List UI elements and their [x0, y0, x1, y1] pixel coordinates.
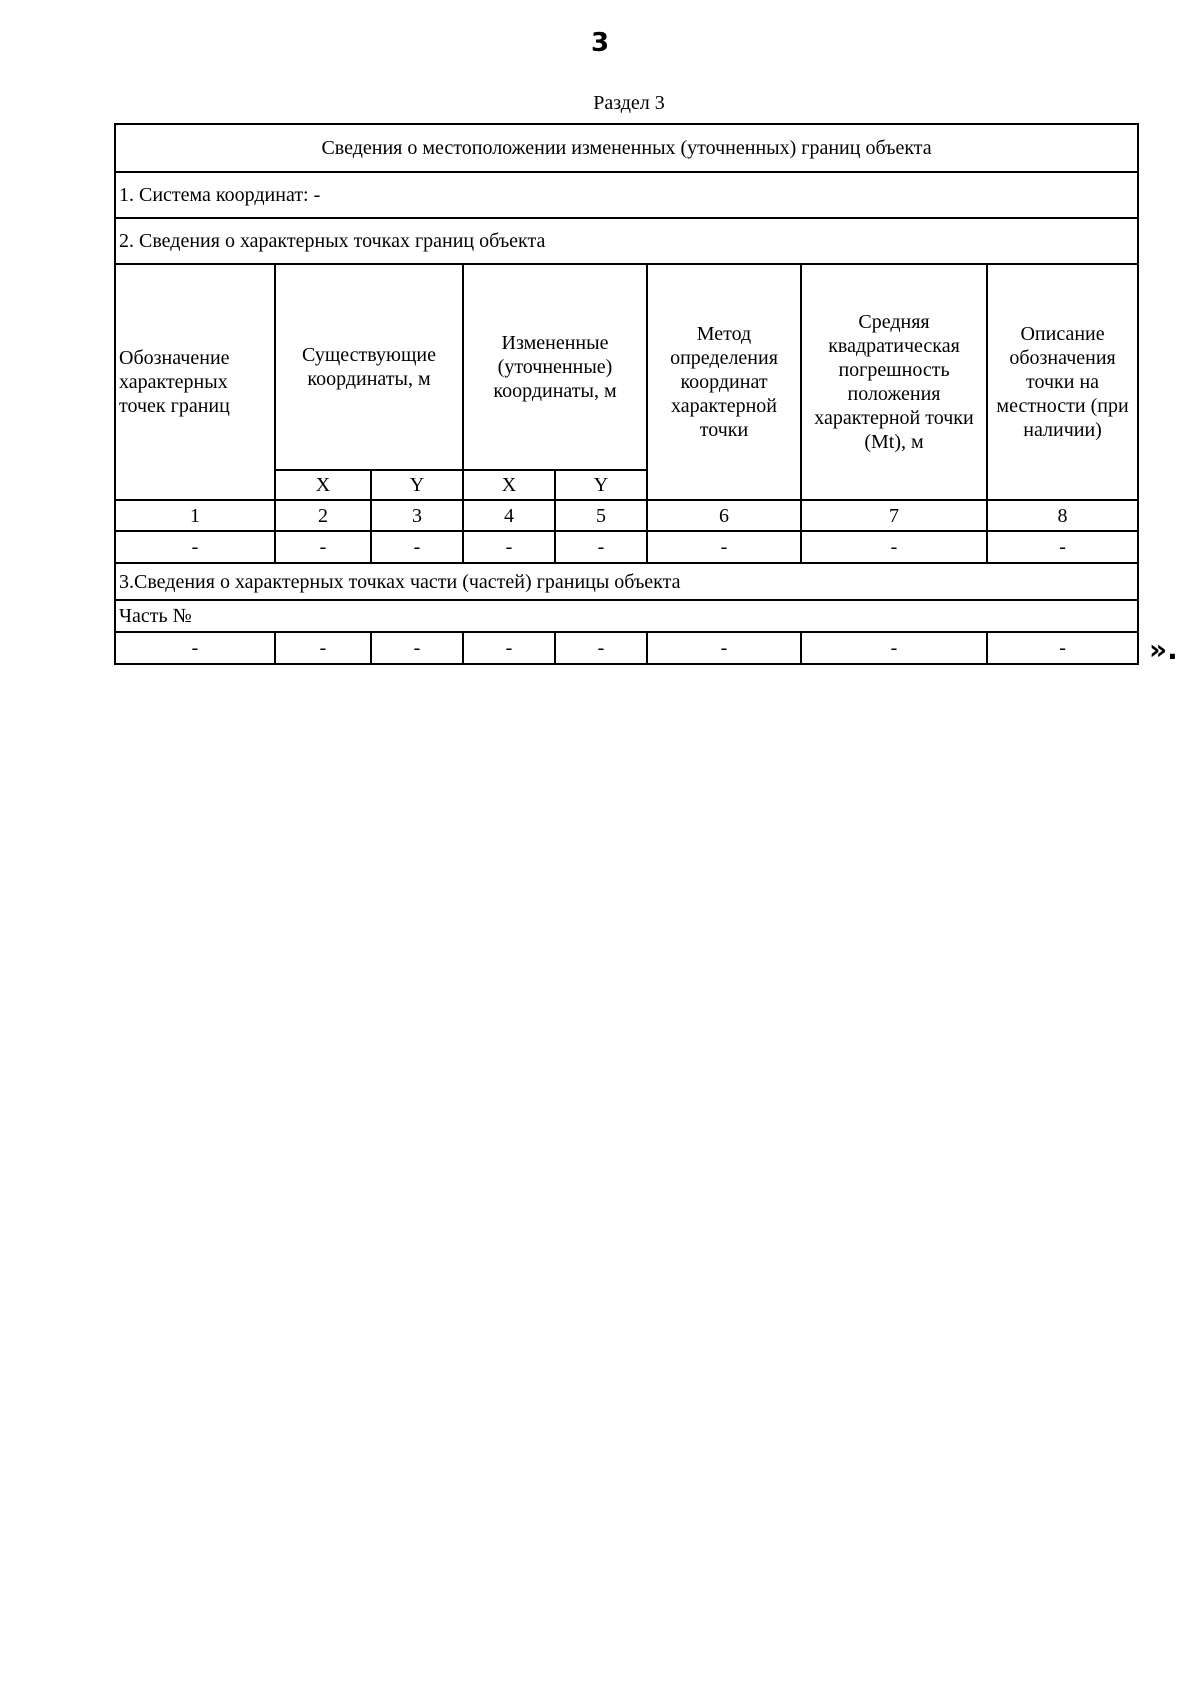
table-cell: -	[801, 531, 987, 563]
table-row	[115, 531, 1138, 563]
table-title-row	[115, 124, 1138, 172]
header-changed-y: Y	[555, 470, 647, 500]
table-cell: -	[463, 531, 555, 563]
column-number: 4	[463, 500, 555, 531]
header-method: Метод определения координат характерной точки	[647, 264, 801, 500]
parts-info-row	[115, 563, 1138, 600]
table-title: Сведения о местоположении измененных (уточненных) границ объекта	[115, 124, 1138, 172]
column-number: 2	[275, 500, 371, 531]
table-cell: -	[987, 531, 1138, 563]
header-point-description: Описание обозначения точки на местности (при наличии)	[987, 264, 1138, 500]
coordinate-system: 1. Система координат: -	[115, 172, 1138, 218]
points-info-heading: 2. Сведения о характерных точках границ объекта	[115, 218, 1138, 264]
parts-info-heading: 3.Сведения о характерных точках части (частей) границы объекта	[115, 563, 1138, 600]
header-existing-coordinates: Существующие координаты, м	[275, 264, 463, 470]
boundary-points-table	[114, 123, 1139, 665]
table-cell: -	[987, 632, 1138, 664]
header-changed-coordinates: Измененные (уточненные) координаты, м	[463, 264, 647, 470]
table-cell: -	[275, 632, 371, 664]
header-existing-x: X	[275, 470, 371, 500]
table-row	[115, 632, 1138, 664]
coordinate-system-row	[115, 172, 1138, 218]
table-cell: -	[275, 531, 371, 563]
table-header-row	[115, 264, 1138, 470]
column-number: 5	[555, 500, 647, 531]
column-number: 3	[371, 500, 463, 531]
section-label: Раздел 3	[593, 92, 665, 114]
header-point-designation: Обозначение характерных точек границ	[115, 264, 275, 500]
table-cell: -	[463, 632, 555, 664]
table-cell: -	[371, 632, 463, 664]
column-number: 8	[987, 500, 1138, 531]
table-cell: -	[115, 531, 275, 563]
points-info-row	[115, 218, 1138, 264]
part-number-row	[115, 600, 1138, 632]
table-cell: -	[115, 632, 275, 664]
table-cell: -	[555, 531, 647, 563]
header-mean-square-error: Средняя квадратическая погрешность положения характерной точки (Mt), м	[801, 264, 987, 500]
column-number: 7	[801, 500, 987, 531]
table-cell: -	[555, 632, 647, 664]
table-cell: -	[371, 531, 463, 563]
table-cell: -	[801, 632, 987, 664]
column-number: 1	[115, 500, 275, 531]
page-number: 3	[590, 28, 610, 58]
part-number-label: Часть №	[115, 600, 1138, 632]
table-cell: -	[647, 531, 801, 563]
column-numbers-row	[115, 500, 1138, 531]
closing-quote-mark: ».	[1149, 633, 1178, 666]
column-number: 6	[647, 500, 801, 531]
header-changed-x: X	[463, 470, 555, 500]
header-existing-y: Y	[371, 470, 463, 500]
table-cell: -	[647, 632, 801, 664]
